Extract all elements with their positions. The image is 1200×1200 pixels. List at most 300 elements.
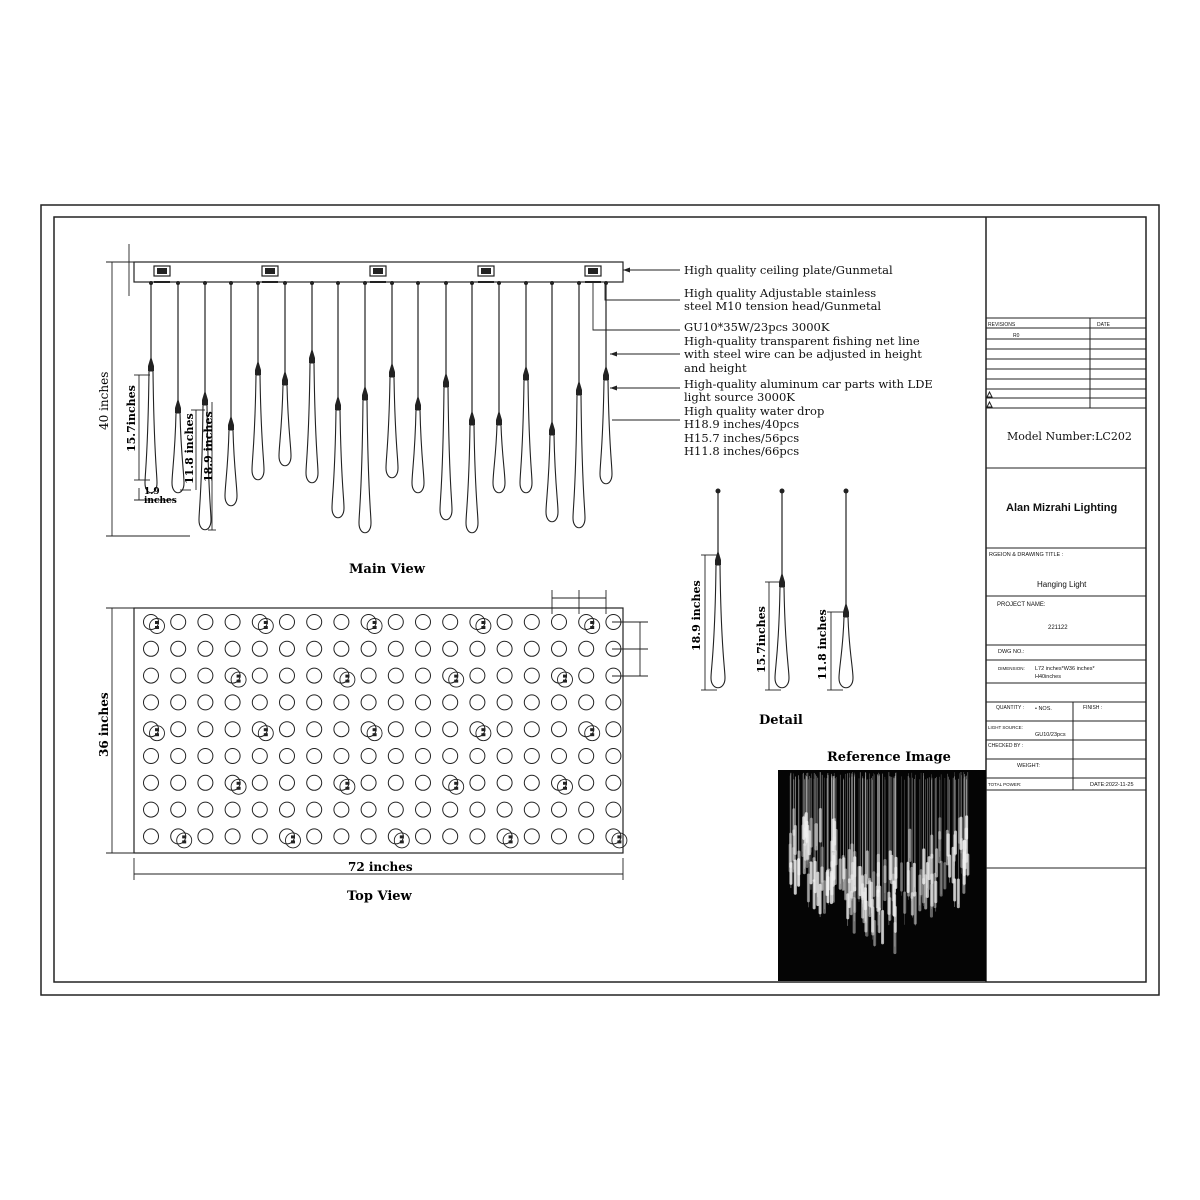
crystal-drop bbox=[386, 377, 398, 478]
reference-crystal bbox=[957, 879, 960, 909]
cap-collar bbox=[715, 560, 721, 565]
reference-crystal bbox=[888, 897, 891, 921]
water-drop-pendant bbox=[332, 283, 344, 518]
mount-hole bbox=[470, 802, 485, 817]
gu10-marker bbox=[237, 680, 241, 683]
mount-hole bbox=[334, 802, 349, 817]
crystal-drop bbox=[839, 617, 853, 688]
detail-view bbox=[690, 489, 853, 729]
mount-hole bbox=[361, 668, 376, 683]
gu10-canopies bbox=[154, 266, 601, 282]
reference-crystal bbox=[873, 920, 876, 946]
reference-crystal bbox=[872, 871, 875, 897]
company-name: Alan Mizrahi Lighting bbox=[1006, 502, 1118, 514]
cap-collar bbox=[309, 358, 315, 363]
mount-hole bbox=[579, 695, 594, 710]
mount-hole bbox=[606, 802, 621, 817]
mount-hole bbox=[307, 722, 322, 737]
mount-hole bbox=[171, 775, 186, 790]
reference-crystal bbox=[831, 819, 834, 852]
crystal-drop bbox=[600, 380, 612, 484]
light-source-value: GU10/23pcs bbox=[1035, 732, 1066, 738]
gu10-marker bbox=[237, 787, 241, 790]
reference-crystal bbox=[907, 862, 910, 893]
mount-hole bbox=[198, 775, 213, 790]
mount-hole bbox=[524, 615, 539, 630]
mount-hole bbox=[443, 641, 458, 656]
water-drop-pendant bbox=[412, 283, 424, 493]
reference-crystal bbox=[908, 829, 911, 862]
revision-triangle-icon bbox=[987, 402, 992, 407]
gu10-marker bbox=[400, 835, 404, 838]
mount-hole bbox=[579, 641, 594, 656]
water-drop-pendant bbox=[359, 283, 371, 533]
water-drop-pendant bbox=[775, 491, 789, 688]
aluminum-cap bbox=[282, 370, 288, 380]
mount-hole bbox=[171, 749, 186, 764]
cap-collar bbox=[228, 425, 234, 430]
water-drop-pendant bbox=[600, 283, 612, 484]
gu10-lamp bbox=[265, 268, 275, 274]
reference-crystal bbox=[914, 891, 917, 924]
mount-hole bbox=[416, 829, 431, 844]
reference-crystal bbox=[946, 830, 949, 866]
reference-crystal bbox=[911, 892, 914, 916]
aluminum-cap bbox=[576, 380, 582, 390]
mount-hole bbox=[334, 829, 349, 844]
mount-hole bbox=[307, 749, 322, 764]
gu10-marker bbox=[590, 733, 594, 736]
revisions-label: REVISIONS bbox=[988, 322, 1016, 328]
top-view bbox=[97, 590, 648, 904]
mount-hole bbox=[252, 695, 267, 710]
gu10-lamp bbox=[481, 268, 491, 274]
mount-hole bbox=[171, 802, 186, 817]
mount-hole bbox=[307, 668, 322, 683]
cap-collar bbox=[496, 420, 502, 425]
cap-collar bbox=[576, 390, 582, 395]
aluminum-cap bbox=[362, 385, 368, 395]
gu10-marker bbox=[155, 733, 159, 736]
mount-hole bbox=[171, 668, 186, 683]
mount-hole bbox=[524, 829, 539, 844]
main-view-dimensions bbox=[106, 244, 216, 536]
water-drop-pendant bbox=[306, 283, 318, 483]
gu10-marker bbox=[509, 840, 513, 843]
gu10-marker bbox=[373, 626, 377, 629]
reference-crystal bbox=[858, 866, 861, 899]
mount-hole bbox=[443, 615, 458, 630]
crystal-drop bbox=[279, 385, 291, 466]
mount-hole bbox=[198, 749, 213, 764]
reference-crystal bbox=[823, 880, 826, 914]
reference-crystal bbox=[807, 873, 810, 902]
title-block bbox=[986, 217, 1146, 982]
top-view-holes bbox=[144, 615, 627, 848]
model-number: Model Number:LC202 bbox=[1007, 430, 1132, 443]
gu10-marker bbox=[155, 728, 159, 731]
callout-text bbox=[684, 263, 933, 458]
dwg-no-label: DWG NO.: bbox=[998, 649, 1025, 655]
mount-hole bbox=[443, 802, 458, 817]
date-label: DATE bbox=[1097, 322, 1110, 328]
mount-hole bbox=[171, 695, 186, 710]
gu10-marker bbox=[617, 840, 621, 843]
cap-collar bbox=[443, 382, 449, 387]
cap-collar bbox=[148, 366, 154, 371]
mount-hole bbox=[171, 641, 186, 656]
quantity-value: • NOS. bbox=[1035, 706, 1052, 712]
reference-crystal bbox=[963, 851, 966, 885]
mount-hole bbox=[524, 722, 539, 737]
reference-crystal bbox=[966, 854, 969, 876]
gu10-marker bbox=[454, 675, 458, 678]
mount-hole bbox=[470, 641, 485, 656]
callout-fishing-line-1: High-quality transparent fishing net line bbox=[684, 334, 920, 348]
mount-hole bbox=[552, 722, 567, 737]
mount-hole bbox=[552, 802, 567, 817]
mount-hole bbox=[252, 802, 267, 817]
crystal-drop bbox=[145, 371, 157, 493]
gu10-marker bbox=[182, 835, 186, 838]
mount-hole bbox=[524, 641, 539, 656]
gu10-marker bbox=[373, 621, 377, 624]
revision-triangle-icon bbox=[987, 392, 992, 397]
gu10-marker bbox=[481, 621, 485, 624]
cap-collar bbox=[362, 395, 368, 400]
top-view-title: Top View bbox=[347, 889, 412, 904]
detail-title: Detail bbox=[759, 713, 803, 728]
mount-hole bbox=[416, 668, 431, 683]
cap-collar bbox=[843, 612, 849, 617]
gu10-marker bbox=[264, 621, 268, 624]
crystal-drop bbox=[306, 363, 318, 483]
aluminum-cap bbox=[309, 348, 315, 358]
reference-crystal bbox=[789, 833, 792, 869]
mount-hole bbox=[524, 775, 539, 790]
reference-crystal bbox=[938, 831, 941, 863]
mount-hole bbox=[280, 695, 295, 710]
mount-hole bbox=[524, 802, 539, 817]
light-source-label: LIGHT SOURCE: bbox=[988, 725, 1023, 730]
mount-hole bbox=[416, 749, 431, 764]
mount-hole bbox=[579, 829, 594, 844]
reference-crystal bbox=[868, 878, 871, 907]
aluminum-cap bbox=[523, 365, 529, 375]
water-drop-pendant bbox=[225, 283, 237, 506]
gu10-marker bbox=[454, 787, 458, 790]
checked-by-label: CHECKED BY : bbox=[988, 743, 1024, 749]
crystal-drop bbox=[493, 425, 505, 493]
gu10-marker bbox=[291, 840, 295, 843]
mount-hole bbox=[144, 802, 159, 817]
mount-hole bbox=[225, 641, 240, 656]
water-drop-pendant bbox=[440, 283, 452, 520]
reference-image bbox=[778, 750, 986, 981]
cap-collar bbox=[255, 370, 261, 375]
mount-hole bbox=[443, 829, 458, 844]
callout-fishing-line-3: and height bbox=[684, 361, 747, 375]
detail-dimension-15-7: 15.7inches bbox=[755, 606, 768, 673]
gu10-lamp bbox=[373, 268, 383, 274]
gu10-marker bbox=[264, 728, 268, 731]
reference-crystal bbox=[862, 892, 865, 924]
mount-hole bbox=[361, 802, 376, 817]
drawing-date: DATE:2022-11-25 bbox=[1090, 782, 1134, 788]
reference-crystal bbox=[819, 808, 822, 843]
water-drop-pendant bbox=[839, 491, 853, 688]
mount-hole bbox=[225, 829, 240, 844]
gap-dimension-unit: inches bbox=[144, 496, 177, 506]
mount-hole bbox=[198, 668, 213, 683]
aluminum-cap bbox=[496, 410, 502, 420]
mount-hole bbox=[497, 641, 512, 656]
gu10-marker bbox=[264, 733, 268, 736]
reference-crystal bbox=[893, 894, 896, 917]
dimension-label: DIMENSION: bbox=[998, 666, 1025, 671]
mount-hole bbox=[307, 695, 322, 710]
mount-hole bbox=[388, 802, 403, 817]
cap-collar bbox=[202, 400, 208, 405]
mount-hole bbox=[280, 775, 295, 790]
mount-hole bbox=[144, 775, 159, 790]
cap-collar bbox=[603, 375, 609, 380]
aluminum-cap bbox=[415, 395, 421, 405]
mount-hole bbox=[470, 749, 485, 764]
mount-hole bbox=[280, 722, 295, 737]
reference-crystal bbox=[813, 857, 816, 882]
callout-h15-7: H15.7 inches/56pcs bbox=[684, 431, 800, 445]
mount-hole bbox=[470, 668, 485, 683]
mount-hole bbox=[225, 802, 240, 817]
reference-crystal bbox=[832, 855, 835, 881]
water-drop-pendant bbox=[546, 283, 558, 522]
reference-crystal bbox=[930, 884, 933, 918]
water-drop-pendant bbox=[145, 283, 157, 493]
mount-hole bbox=[388, 641, 403, 656]
mount-hole bbox=[225, 695, 240, 710]
mount-hole bbox=[198, 615, 213, 630]
reference-crystal bbox=[881, 910, 884, 944]
main-view-title: Main View bbox=[349, 562, 425, 577]
gu10-marker bbox=[155, 626, 159, 629]
mount-hole bbox=[388, 722, 403, 737]
gu10-marker bbox=[237, 782, 241, 785]
total-power-label: TOTAL POWER: bbox=[988, 782, 1022, 787]
cap-collar bbox=[335, 405, 341, 410]
aluminum-cap bbox=[175, 398, 181, 408]
reference-crystal bbox=[930, 854, 933, 885]
mount-hole bbox=[497, 722, 512, 737]
crystal-drop bbox=[573, 395, 585, 528]
mount-hole bbox=[524, 695, 539, 710]
aluminum-cap bbox=[443, 372, 449, 382]
title-block-text bbox=[988, 322, 1134, 788]
mount-hole bbox=[252, 749, 267, 764]
mount-hole bbox=[198, 802, 213, 817]
water-drop-pendant bbox=[252, 283, 264, 480]
drop-dimension-11-8: 11.8 inches bbox=[183, 413, 196, 484]
water-drop-pendant bbox=[279, 283, 291, 466]
crystal-drop bbox=[546, 435, 558, 522]
reference-crystal bbox=[965, 815, 968, 839]
reference-crystal bbox=[884, 859, 887, 883]
reference-crystal bbox=[810, 818, 813, 848]
reference-crystal bbox=[958, 818, 961, 844]
mount-hole bbox=[552, 695, 567, 710]
reference-crystal bbox=[821, 846, 824, 882]
gu10-marker bbox=[345, 787, 349, 790]
callout-h11-8: H11.8 inches/66pcs bbox=[684, 444, 800, 458]
gu10-marker bbox=[481, 733, 485, 736]
crystal-drop bbox=[440, 387, 452, 520]
mount-hole bbox=[579, 775, 594, 790]
mount-hole bbox=[552, 829, 567, 844]
callout-water-drop: High quality water drop bbox=[684, 404, 825, 418]
reference-crystal bbox=[842, 855, 845, 891]
mount-hole bbox=[198, 641, 213, 656]
mount-hole bbox=[524, 749, 539, 764]
mount-hole bbox=[144, 668, 159, 683]
mount-hole bbox=[225, 722, 240, 737]
mount-hole bbox=[606, 695, 621, 710]
aluminum-cap bbox=[148, 356, 154, 366]
mount-hole bbox=[416, 695, 431, 710]
crystal-drop bbox=[412, 410, 424, 493]
gu10-marker bbox=[590, 621, 594, 624]
gu10-lamp bbox=[588, 268, 598, 274]
reference-crystal bbox=[819, 884, 822, 915]
aluminum-cap bbox=[228, 415, 234, 425]
gu10-marker bbox=[373, 728, 377, 731]
mount-hole bbox=[443, 722, 458, 737]
detail-dimension-11-8: 11.8 inches bbox=[816, 609, 829, 680]
callout-aluminum-1: High-quality aluminum car parts with LDE bbox=[684, 377, 933, 391]
crystal-drop bbox=[359, 400, 371, 533]
mount-hole bbox=[579, 802, 594, 817]
drawing-title: Hanging Light bbox=[1037, 580, 1087, 589]
reference-crystal bbox=[890, 855, 893, 884]
gu10-marker bbox=[400, 840, 404, 843]
project-name-label: PROJECT NAME: bbox=[997, 602, 1046, 608]
mount-hole bbox=[171, 615, 186, 630]
callout-ceiling-plate: High quality ceiling plate/Gunmetal bbox=[684, 263, 893, 277]
mount-hole bbox=[470, 775, 485, 790]
gu10-marker bbox=[345, 680, 349, 683]
reference-crystal bbox=[903, 891, 906, 913]
finish-label: FINISH : bbox=[1083, 705, 1103, 711]
callout-tension-head-1: High quality Adjustable stainless bbox=[684, 286, 877, 300]
dimension-value-2: H40inches bbox=[1035, 674, 1061, 680]
mount-hole bbox=[307, 802, 322, 817]
mount-hole bbox=[497, 749, 512, 764]
mount-hole bbox=[416, 775, 431, 790]
region-drawing-title-label: RGEION & DRAWING TITLE : bbox=[989, 552, 1064, 558]
crystal-drop bbox=[252, 375, 264, 480]
reference-crystal bbox=[797, 858, 800, 887]
revision-value: R0 bbox=[1013, 333, 1020, 339]
mount-hole bbox=[361, 641, 376, 656]
reference-crystal bbox=[894, 857, 897, 879]
mount-hole bbox=[334, 641, 349, 656]
drop-dimension-18-9: 18.9 inches bbox=[202, 411, 215, 482]
reference-crystal bbox=[940, 861, 943, 897]
project-name: 221122 bbox=[1048, 625, 1068, 631]
mount-hole bbox=[552, 641, 567, 656]
aluminum-cap bbox=[843, 602, 849, 612]
crystal-drop bbox=[520, 380, 532, 493]
mount-hole bbox=[225, 615, 240, 630]
mount-hole bbox=[443, 695, 458, 710]
reference-crystal bbox=[900, 862, 903, 891]
gu10-marker bbox=[563, 787, 567, 790]
gu10-marker bbox=[509, 835, 513, 838]
gu10-marker bbox=[237, 675, 241, 678]
aluminum-cap bbox=[389, 362, 395, 372]
mount-hole bbox=[280, 615, 295, 630]
aluminum-cap bbox=[549, 420, 555, 430]
weight-label: WEIGHT: bbox=[1017, 763, 1040, 769]
detail-dimension-18-9: 18.9 inches bbox=[690, 580, 703, 651]
mount-hole bbox=[252, 829, 267, 844]
mount-hole bbox=[497, 802, 512, 817]
gu10-marker bbox=[373, 733, 377, 736]
gu10-marker bbox=[563, 675, 567, 678]
aluminum-cap bbox=[469, 410, 475, 420]
mount-hole bbox=[606, 775, 621, 790]
main-view bbox=[97, 244, 623, 577]
mount-hole bbox=[497, 615, 512, 630]
cap-collar bbox=[415, 405, 421, 410]
mount-hole bbox=[497, 775, 512, 790]
cap-collar bbox=[549, 430, 555, 435]
mount-hole bbox=[361, 749, 376, 764]
cap-collar bbox=[779, 582, 785, 587]
mount-hole bbox=[443, 749, 458, 764]
gu10-marker bbox=[345, 675, 349, 678]
aluminum-cap bbox=[255, 360, 261, 370]
gu10-marker bbox=[264, 626, 268, 629]
cap-collar bbox=[523, 375, 529, 380]
mount-hole bbox=[252, 775, 267, 790]
reference-crystal bbox=[848, 878, 851, 908]
mount-hole bbox=[497, 668, 512, 683]
reference-crystal bbox=[943, 862, 946, 889]
mount-hole bbox=[252, 641, 267, 656]
mount-hole bbox=[334, 749, 349, 764]
mount-hole bbox=[416, 802, 431, 817]
mount-hole bbox=[280, 641, 295, 656]
reference-crystal bbox=[839, 858, 842, 889]
water-drop-pendant bbox=[466, 283, 478, 533]
mount-hole bbox=[361, 829, 376, 844]
reference-crystal bbox=[792, 808, 795, 836]
total-height-dimension: 40 inches bbox=[97, 371, 111, 430]
reference-image-title: Reference Image bbox=[827, 750, 951, 765]
water-drop-pendant bbox=[199, 283, 211, 530]
gu10-marker bbox=[590, 728, 594, 731]
crystal-drop bbox=[332, 410, 344, 518]
crystal-drop bbox=[466, 425, 478, 533]
cap-collar bbox=[469, 420, 475, 425]
crystal-drop bbox=[775, 587, 789, 688]
aluminum-cap bbox=[335, 395, 341, 405]
reference-crystal bbox=[876, 889, 879, 912]
pendant-drops bbox=[145, 281, 612, 533]
mount-hole bbox=[416, 722, 431, 737]
top-view-plate bbox=[134, 608, 623, 853]
gu10-marker bbox=[563, 680, 567, 683]
